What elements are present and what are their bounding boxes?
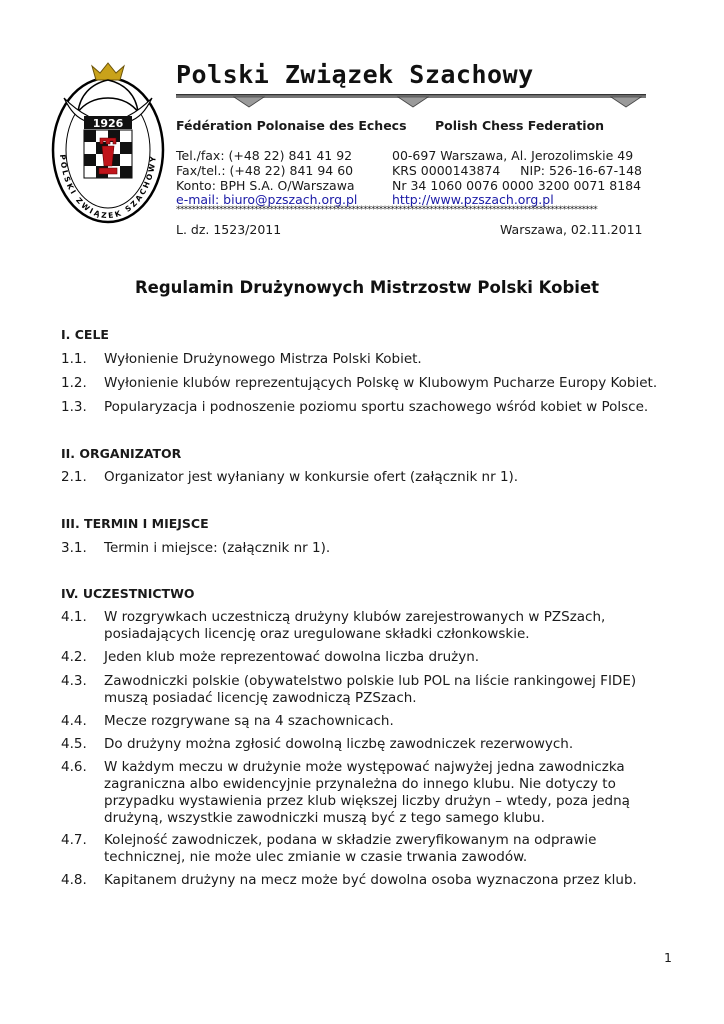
item-number: 4.7. — [61, 832, 87, 848]
item-number: 4.5. — [61, 736, 87, 752]
contact-account: Konto: BPH S.A. O/Warszawa — [176, 178, 355, 193]
item-text: Popularyzacja i podnoszenie poziomu sportu szachowego wśród kobiet w Polsce. — [104, 399, 649, 415]
contact-bank-number: Nr 34 1060 0076 0000 3200 0071 8184 — [392, 178, 642, 193]
item-line: Zawodniczki polskie (obywatelstwo polskie lub POL na liście rankingowej FIDE) — [104, 673, 637, 689]
pzszach-logo — [50, 58, 166, 224]
item-number: 1.2. — [61, 375, 87, 391]
logo-year: 1926 — [92, 117, 124, 130]
item-number: 1.1. — [61, 351, 87, 367]
item-number: 2.1. — [61, 469, 87, 485]
item-text — [104, 609, 664, 643]
item-line: przypadku wystawienia przez klub większej liczby drużyn – wtedy, poza jedną — [104, 793, 630, 809]
item-number: 4.2. — [61, 649, 87, 665]
logo-ring-text: POLSKI ZWIĄZEK SZACHOWY — [58, 154, 158, 221]
item-line: drużyną, wszystkie zawodniczki muszą być z tego samego klubu. — [104, 810, 545, 826]
federation-french: Fédération Polonaise des Echecs — [176, 118, 407, 133]
federation-english: Polish Chess Federation — [435, 118, 605, 133]
item-number: 4.8. — [61, 872, 87, 888]
section-heading-uczestnictwo: IV. UCZESTNICTWO — [61, 586, 195, 601]
item-text: Organizator jest wyłaniany w konkursie ofert (załącznik nr 1). — [104, 469, 519, 485]
contact-website-link[interactable]: http://www.pzszach.org.pl — [392, 192, 554, 207]
item-text: Termin i miejsce: (załącznik nr 1). — [104, 540, 331, 556]
header-separator: ************************************************************************************************************ — [176, 205, 598, 215]
item-text: Mecze rozgrywane są na 4 szachownicach. — [104, 713, 394, 729]
contact-email-link[interactable]: e-mail: biuro@pzszach.org.pl — [176, 192, 358, 207]
item-text — [104, 673, 664, 707]
contact-krs-nip: KRS 0000143874 NIP: 526-16-67-148 — [392, 163, 643, 178]
section-heading-organizator: II. ORGANIZATOR — [61, 446, 182, 461]
section-heading-cele: I. CELE — [61, 327, 109, 342]
contact-fax: Fax/tel.: (+48 22) 841 94 60 — [176, 163, 354, 178]
item-line: posiadających licencję oraz uregulowane składki członkowskie. — [104, 626, 530, 642]
item-number: 4.3. — [61, 673, 87, 689]
item-line: technicznej, nie może ulec zmianie w czasie trwania zawodów. — [104, 849, 528, 865]
page-number: 1 — [664, 950, 672, 965]
contact-address: 00-697 Warszawa, Al. Jerozolimskie 49 — [392, 148, 634, 163]
item-text: Kapitanem drużyny na mecz może być dowolna osoba wyznaczona przez klub. — [104, 872, 637, 888]
item-line: muszą posiadać licencję zawodniczą PZSzach. — [104, 690, 417, 706]
item-line: W rozgrywkach uczestniczą drużyny klubów zarejestrowanych w PZSzach, — [104, 609, 606, 625]
item-line: Kolejność zawodniczek, podana w składzie zweryfikowanym na odprawie — [104, 832, 597, 848]
item-number: 1.3. — [61, 399, 87, 415]
section-heading-termin: III. TERMIN I MIEJSCE — [61, 516, 209, 531]
item-number: 3.1. — [61, 540, 87, 556]
item-line: zagraniczna albo ewidencyjnie przynależna do innego klubu. Nie dotyczy to — [104, 776, 616, 792]
item-text: Wyłonienie klubów reprezentujących Polskę w Klubowym Pucharze Europy Kobiet. — [104, 375, 658, 391]
contact-tel: Tel./fax: (+48 22) 841 41 92 — [176, 148, 353, 163]
org-name: Polski Związek Szachowy — [176, 60, 534, 89]
item-number: 4.4. — [61, 713, 87, 729]
item-text: Wyłonienie Drużynowego Mistrza Polski Kobiet. — [104, 351, 422, 367]
document-title: Regulamin Drużynowych Mistrzostw Polski Kobiet — [134, 278, 600, 297]
document-date: Warszawa, 02.11.2011 — [500, 222, 643, 237]
item-text — [104, 759, 664, 827]
header-rule — [176, 92, 646, 110]
reference-number: L. dz. 1523/2011 — [176, 222, 282, 237]
item-line: W każdym meczu w drużynie może występować najwyżej jedna zawodniczka — [104, 759, 625, 775]
item-text — [104, 832, 664, 866]
item-number: 4.6. — [61, 759, 87, 775]
item-text: Do drużyny można zgłosić dowolną liczbę zawodniczek rezerwowych. — [104, 736, 574, 752]
item-number: 4.1. — [61, 609, 87, 625]
item-text: Jeden klub może reprezentować dowolna liczba drużyn. — [104, 649, 480, 665]
